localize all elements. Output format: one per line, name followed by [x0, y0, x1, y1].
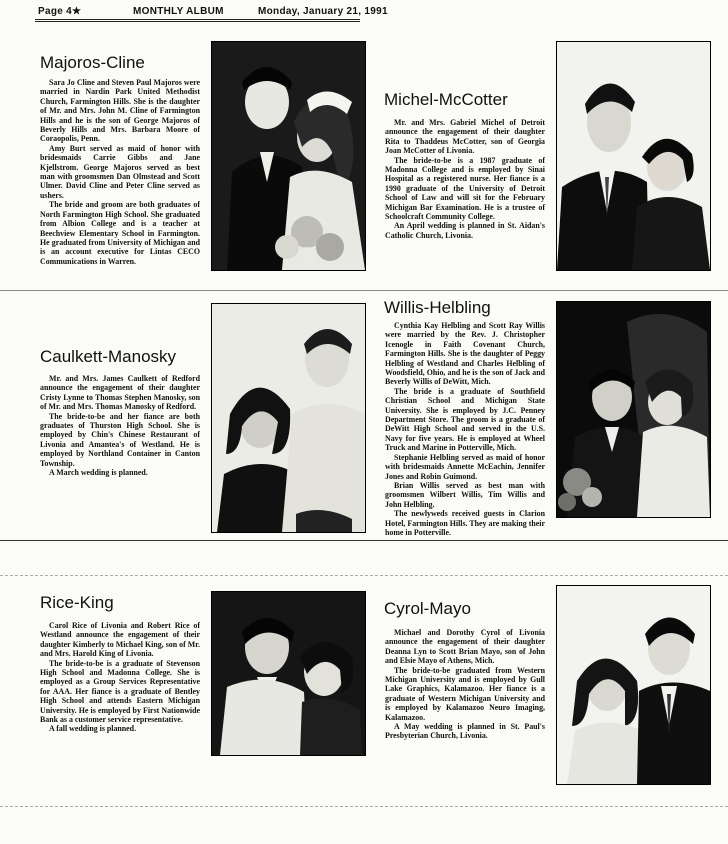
announcement-body: Carol Rice of Livonia and Robert Rice of Westland announce the engagement of their daughter Kimberly to Michael King, son of Mr. and Mrs. Harold King of Livonia. The bride-to-be is a graduate of Stevenson High School and Madonna College. She is employed as a Group Services Representative for AAA. Her fiance is a graduate of Bentley High School and attends Eastern Michigan University. He is employed by First Nationwide Bank as a customer service representative. A fall wedding is planned. [40, 621, 200, 734]
engagement-photo [556, 585, 711, 785]
announcement-title: Cyrol-Mayo [384, 599, 471, 618]
wedding-photo [556, 301, 711, 518]
announcement-body: Cynthia Kay Helbling and Scott Ray Willis were married by the Rev. J. Christopher Icenogle in Faith Covenant Church, Farmington Hills. She is the daughter of Peggy Helbling of Westland and Charles Helbling of Woodsfield, Ohio, and he is the son of Jack and Beverly Willis of DeWitt, Mich. The bride is a graduate of Southfield Christian School and Michigan State University. She is employed by J.C. Penney Department Store. The groom is a graduate of DeWitt High School and served in the U.S. Navy for five years. He is employed at Wheel Truck and Marine in Potterville, Mich. Stephanie Helbling served as maid of honor with bridesmaids Annette McEachin, Jennifer Jones and Robin Guimond. Brian Willis served as best man with groomsmen Wilbert Willis, Tim Willis and John Helbling. The newlyweds received guests in Clarion Hotel, Farmington Hills. They are making their home in Potterville. [385, 321, 545, 537]
wedding-photo [211, 41, 366, 271]
row-divider [0, 575, 728, 577]
announcement-title: Willis-Helbling [384, 298, 491, 317]
announcement-body: Michael and Dorothy Cyrol of Livonia announce the engagement of their daughter Deanna Lyn to Scott Brian Mayo, son of John and Elsie Mayo of Athens, Mich. The bride-to-be graduated from Western Michigan University and is employed by Gull Lake Graphics, Kalamazoo. Her fiance is a graduate of Western Michigan University and is employed by Kalamazoo Neuro Imaging, Kalamazoo. A May wedding is planned in St. Paul's Presbyterian Church, Livonia. [385, 628, 545, 741]
section-title: MONTHLY ALBUM [133, 6, 224, 17]
masthead-rule [35, 19, 360, 20]
engagement-photo [556, 41, 711, 271]
row-divider [0, 540, 728, 541]
issue-date: Monday, January 21, 1991 [258, 6, 388, 17]
announcement-body: Mr. and Mrs. James Caulkett of Redford announce the engagement of their daughter Cristy Lynne to Thomas Stephen Manosky, son of Mr. and Mrs. Thomas Manosky of Redford. The bride-to-be and her fiance are both graduates of Thurston High School. She is employed by Chin's Chinese Restaurant of Livonia and Amantea's of Westland. He is employed by Northland Container in Canton Township. A March wedding is planned. [40, 374, 200, 478]
announcement-title: Michel-McCotter [384, 90, 508, 109]
engagement-photo [211, 591, 366, 756]
page-number: Page 4★ [38, 6, 82, 17]
announcement-title: Rice-King [40, 593, 114, 612]
masthead-rule-2 [35, 21, 360, 22]
announcement-title: Caulkett-Manosky [40, 347, 177, 366]
announcement-title: Majoros-Cline [40, 53, 145, 72]
engagement-photo [211, 303, 366, 533]
announcement-body: Sara Jo Cline and Steven Paul Majoros were married in Nardin Park United Methodist Church, Farmington Hills. She is the daughter of Mr. and Mrs. John M. Cline of Farmington Hills and he is the son of George Majoros of Beverly Hills and Mrs. Barbara Moore of Coraopolis, Penn. Amy Burt served as maid of honor with bridesmaids Carrie Gibbs and Jane Kjellstrom. George Majoros served as best man with groomsmen Dan Olmstead and Scott Ulmer. David Cline and Peter Cline served as ushers. The bride and groom are both graduates of North Farmington High School. She graduated from Albion College and is a teacher at Beechview Elementary School in Farmington. He graduated from University of Michigan and is an account executive for Lintas CECO Communications in Warren. [40, 78, 200, 266]
page-divider [0, 806, 728, 808]
announcement-body: Mr. and Mrs. Gabriel Michel of Detroit announce the engagement of their daughter Rita to Thaddeus McCotter, son of Georgia Joan McCotter of Livonia. The bride-to-be is a 1987 graduate of Madonna College and is employed by Sinai Hospital as a registered nurse. Her fiance is a 1990 graduate of the University of Detroit School of Law and will sit for the February Michigan Bar Examination. He is a trustee of Schoolcraft Community College. An April wedding is planned in St. Aidan's Catholic Church, Livonia. [385, 118, 545, 240]
row-divider [0, 290, 728, 291]
